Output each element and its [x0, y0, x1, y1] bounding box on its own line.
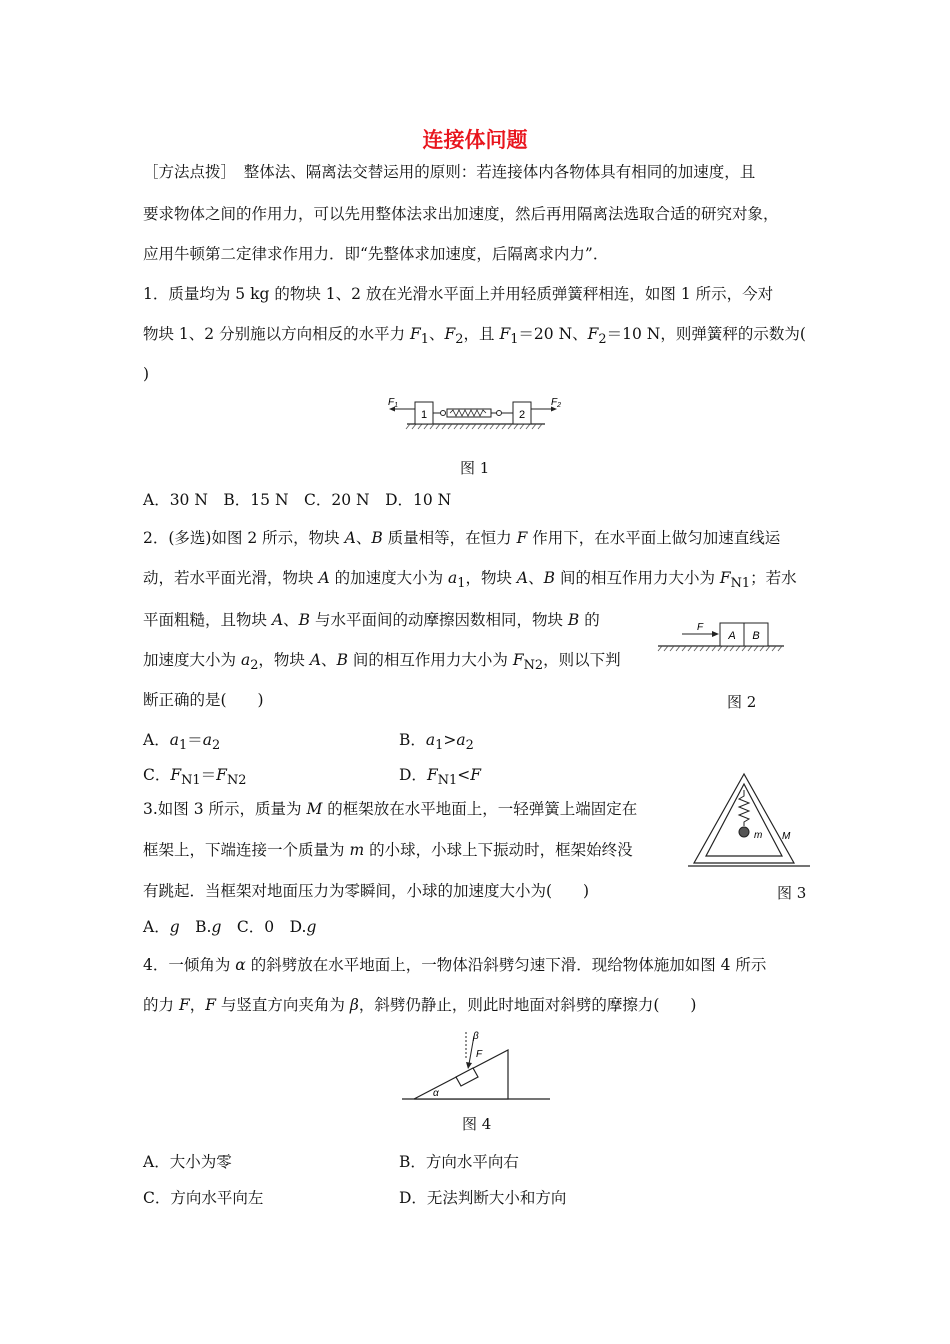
q1-options: A．30 N B．15 N C．20 N D．10 N [143, 491, 452, 509]
q4-option-a: A．大小为零 [143, 1153, 232, 1171]
block-b-label: B [752, 630, 760, 642]
force-f2-label: $F_2$ [551, 397, 562, 409]
frame-label: M [782, 831, 791, 842]
figure-2 [656, 618, 796, 658]
block-a-label: A [728, 630, 736, 642]
figure-3 [688, 768, 818, 868]
block-1-label: 1 [420, 409, 428, 421]
q3-options: A．g B.g C．0 D.g [143, 918, 317, 936]
q4-option-d: D．无法判断大小和方向 [399, 1189, 567, 1207]
q3-line-3: 有跳起．当框架对地面压力为零瞬间，小球的加速度大小为( ) [143, 882, 590, 900]
q1-line-1: 1．质量均为 5 kg 的物块 1、2 放在光滑水平面上并用轻质弹簧秤相连，如图 1 所示，今对 [143, 285, 774, 303]
q2-option-b: B．$a_1>a_2$ [399, 731, 474, 754]
q1-line-2: 物块 1、2 分别施以方向相反的水平力 $F_1$、$F_2$，且 $F_1=20$ N、$F_2=10$ N，则弹簧秤的示数为( [143, 325, 806, 348]
q4-line-2: 的力 F，F 与竖直方向夹角为 β，斜劈仍静止，则此时地面对斜劈的摩擦力( ) [143, 996, 697, 1014]
q2-option-a: A．$a_1=a_2$ [143, 731, 221, 754]
intro-line-3: 应用牛顿第二定律求作用力．即“先整体求加速度，后隔离求内力”． [143, 245, 609, 263]
q3-line-2: 框架上，下端连接一个质量为 m 的小球，小球上下振动时，框架始终没 [143, 841, 633, 859]
q4-line-1: 4．一倾角为 α 的斜劈放在水平地面上，一物体沿斜劈匀速下滑．现给物体施加如图 4 所示 [143, 956, 767, 974]
figure-4-caption: 图 4 [462, 1115, 492, 1133]
q2-option-d: D．$F_{N1}<F$ [399, 766, 481, 789]
beta-label: β [473, 1031, 479, 1042]
page-title: 连接体问题 [422, 127, 528, 152]
q3-line-1: 3.如图 3 所示，质量为 M 的框架放在水平地面上，一轻弹簧上端固定在 [143, 800, 638, 818]
force-label: F [696, 622, 704, 633]
q2-option-c: C．$F_{N1}=F_{N2}$ [143, 766, 247, 789]
q4-option-b: B．方向水平向右 [399, 1153, 519, 1171]
intro-line-1: ［方法点拨］ 整体法、隔离法交替运用的原则：若连接体内各物体具有相同的加速度，且 [143, 163, 756, 181]
ball-label: m [754, 830, 763, 841]
figure-1-caption: 图 1 [460, 459, 490, 477]
q2-line-2: 动，若水平面光滑，物块 A 的加速度大小为 $a_1$，物块 A、B 间的相互作用力大小为 $F_{N1}$；若水 [143, 569, 797, 592]
figure-3-caption: 图 3 [777, 884, 807, 902]
force-f1-label: $F_1$ [388, 397, 399, 409]
block-2-label: 2 [518, 409, 526, 421]
figure-4 [400, 1028, 560, 1108]
q4-option-c: C．方向水平向左 [143, 1189, 264, 1207]
arrow-down-icon [466, 1062, 472, 1069]
arrow-right-icon [712, 631, 719, 637]
alpha-label: α [433, 1088, 439, 1099]
q1-line-3: ) [143, 365, 150, 383]
spring-scale [447, 409, 491, 417]
intro-line-2: 要求物体之间的作用力，可以先用整体法求出加速度，然后再用隔离法选取合适的研究对象， [143, 205, 779, 223]
force-label: F [476, 1049, 483, 1060]
figure-2-caption: 图 2 [727, 693, 757, 711]
q2-line-1: 2．(多选)如图 2 所示，物块 A、B 质量相等，在恒力 F 作用下，在水平面上做匀加速直线运 [143, 529, 781, 547]
ball [739, 827, 749, 837]
q2-line-5: 断正确的是( ) [143, 691, 264, 709]
figure-1 [385, 396, 585, 436]
q2-line-4: 加速度大小为 $a_2$，物块 A、B 间的相互作用力大小为 $F_{N2}$，则以下判 [143, 651, 621, 674]
q2-line-3: 平面粗糙，且物块 A、B 与水平面间的动摩擦因数相同，物块 B 的 [143, 611, 600, 629]
